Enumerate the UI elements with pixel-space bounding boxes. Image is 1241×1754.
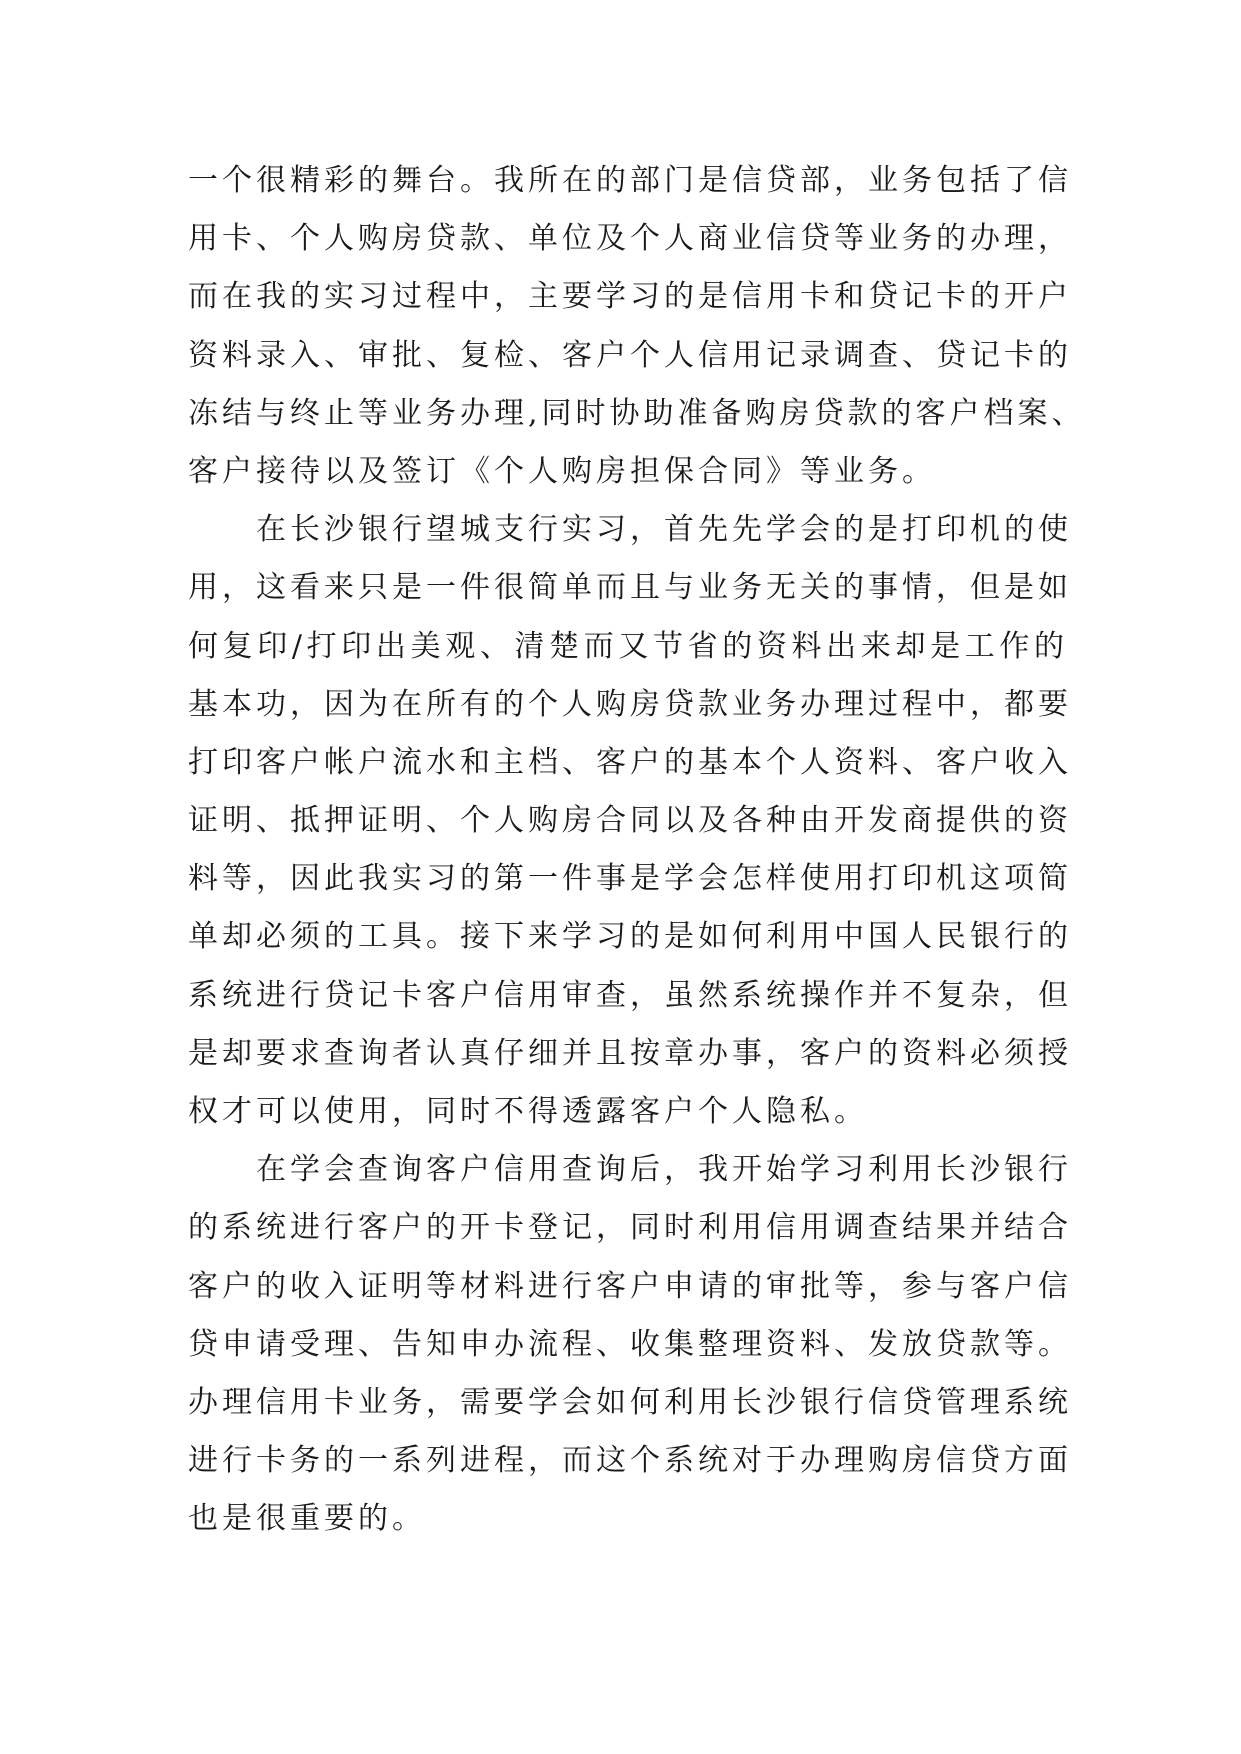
- paragraph-2-line-4: 基本功，因为在所有的个人购房贷款业务办理过程中，都要: [188, 686, 1072, 722]
- paragraph-3-line-6: 进行卡务的一系列进程，而这个系统对于办理购房信贷方面: [188, 1443, 1072, 1479]
- paragraph-1-line-6: 客户接待以及签订《个人购房担保合同》等业务。: [188, 453, 936, 489]
- paragraph-3-line-4: 贷申请受理、告知申办流程、收集整理资料、发放贷款等。: [188, 1326, 1072, 1362]
- paragraph-2-line-7: 料等，因此我实习的第一件事是学会怎样使用打印机这项简: [188, 861, 1072, 897]
- paragraph-2-line-10: 是却要求查询者认真仔细并且按章办事，客户的资料必须授: [188, 1035, 1072, 1071]
- paragraph-2-line-8: 单却必须的工具。接下来学习的是如何利用中国人民银行的: [188, 919, 1072, 955]
- paragraph-3-line-5: 办理信用卡业务，需要学会如何利用长沙银行信贷管理系统: [188, 1384, 1072, 1420]
- paragraph-1-line-1: 一个很精彩的舞台。我所在的部门是信贷部，业务包括了信: [188, 163, 1072, 198]
- paragraph-2-line-5: 打印客户帐户流水和主档、客户的基本个人资料、客户收入: [188, 744, 1072, 780]
- document-body: [188, 152, 1086, 1549]
- paragraph-3-line-1: 在学会查询客户信用查询后，我开始学习利用长沙银行: [256, 1152, 1072, 1188]
- paragraph-2-line-6: 证明、抵押证明、个人购房合同以及各种由开发商提供的资: [188, 803, 1072, 839]
- paragraph-1-line-5: 冻结与终止等业务办理,同时协助准备购房贷款的客户档案、: [188, 395, 1086, 431]
- paragraph-2-line-3: 何复印/打印出美观、清楚而又节省的资料出来却是工作的: [188, 628, 1068, 664]
- paragraph-1-line-3: 而在我的实习过程中，主要学习的是信用卡和贷记卡的开户: [188, 279, 1072, 315]
- paragraph-3-line-3: 客户的收入证明等材料进行客户申请的审批等，参与客户信: [188, 1268, 1072, 1304]
- paragraph-2-line-1: 在长沙银行望城支行实习，首先先学会的是打印机的使: [256, 512, 1072, 548]
- paragraph-1-line-4: 资料录入、审批、复检、客户个人信用记录调查、贷记卡的: [188, 337, 1072, 373]
- paragraph-3-line-2: 的系统进行客户的开卡登记，同时利用信用调查结果并结合: [188, 1210, 1072, 1246]
- paragraph-2-line-9: 系统进行贷记卡客户信用审查，虽然系统操作并不复杂，但: [188, 977, 1072, 1013]
- paragraph-2-line-2: 用，这看来只是一件很简单而且与业务无关的事情，但是如: [188, 570, 1072, 606]
- paragraph-3-line-7: 也是很重要的。: [188, 1501, 426, 1537]
- paragraph-2-line-11: 权才可以使用，同时不得透露客户个人隐私。: [188, 1094, 868, 1129]
- paragraph-1-line-2: 用卡、个人购房贷款、单位及个人商业信贷等业务的办理，: [188, 221, 1072, 257]
